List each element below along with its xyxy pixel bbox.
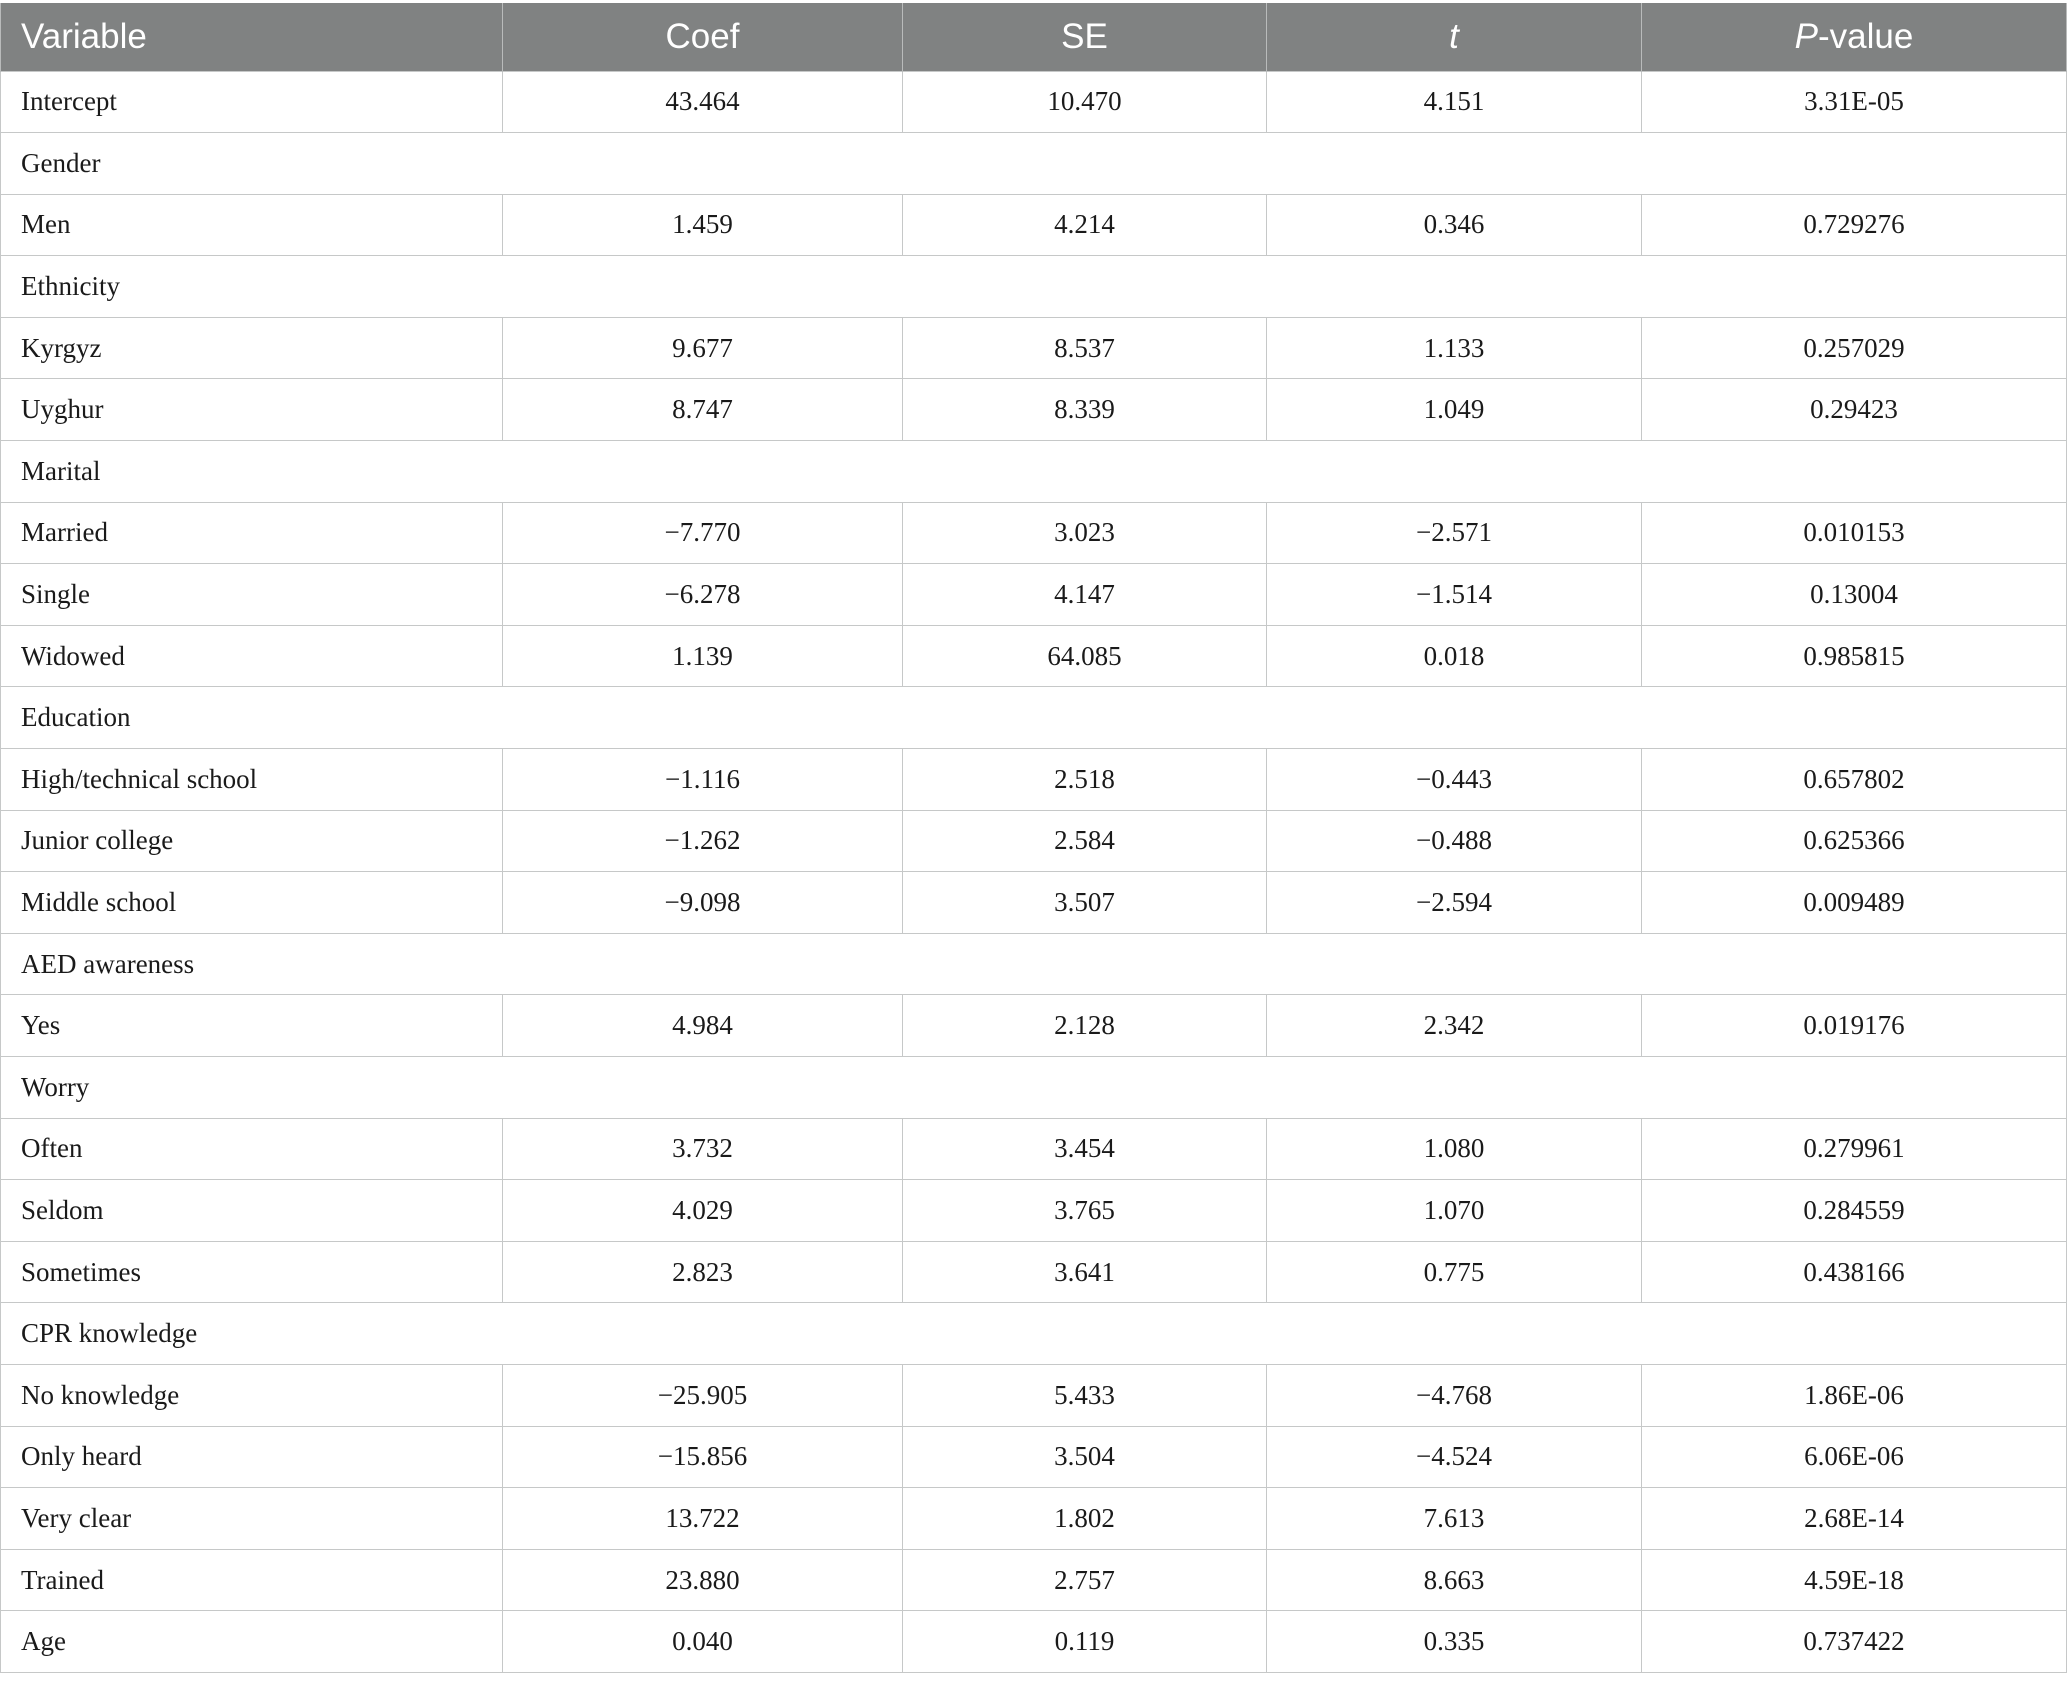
se-cell: 2.128: [903, 995, 1267, 1057]
t-cell: −0.443: [1267, 749, 1642, 811]
coef-cell: 8.747: [503, 379, 903, 441]
coef-cell: −7.770: [503, 502, 903, 564]
p-value-cell: 0.010153: [1642, 502, 2067, 564]
coef-cell: 4.984: [503, 995, 903, 1057]
coef-cell: −15.856: [503, 1426, 903, 1488]
table-body: [1, 71, 2067, 1672]
row-label: Only heard: [1, 1426, 503, 1488]
se-cell: 4.214: [903, 194, 1267, 256]
t-cell: −4.524: [1267, 1426, 1642, 1488]
coef-cell: 1.139: [503, 625, 903, 687]
t-cell: −4.768: [1267, 1364, 1642, 1426]
t-cell: −2.571: [1267, 502, 1642, 564]
group-row: [1, 933, 2067, 995]
p-value-cell: 0.29423: [1642, 379, 2067, 441]
row-label: Uyghur: [1, 379, 503, 441]
table-row: [1, 1241, 2067, 1303]
p-value-cell: 3.31E-05: [1642, 71, 2067, 133]
p-value-cell: 0.13004: [1642, 564, 2067, 626]
se-cell: 64.085: [903, 625, 1267, 687]
table-row: [1, 625, 2067, 687]
p-value-cell: 0.729276: [1642, 194, 2067, 256]
p-value-cell: 2.68E-14: [1642, 1488, 2067, 1550]
row-label: Widowed: [1, 625, 503, 687]
table-row: [1, 194, 2067, 256]
p-value-cell: 0.257029: [1642, 317, 2067, 379]
table-row: [1, 317, 2067, 379]
table-row: [1, 1180, 2067, 1242]
se-cell: 3.641: [903, 1241, 1267, 1303]
t-cell: 8.663: [1267, 1549, 1642, 1611]
se-cell: 3.765: [903, 1180, 1267, 1242]
row-label: Intercept: [1, 71, 503, 133]
t-cell: −2.594: [1267, 872, 1642, 934]
group-label: Worry: [1, 1057, 2067, 1119]
p-value-cell: 6.06E-06: [1642, 1426, 2067, 1488]
coef-cell: 0.040: [503, 1611, 903, 1673]
group-label: AED awareness: [1, 933, 2067, 995]
t-cell: 1.080: [1267, 1118, 1642, 1180]
header-p-rest: -value: [1818, 16, 1914, 56]
header-row: [1, 3, 2067, 71]
coef-cell: 13.722: [503, 1488, 903, 1550]
table-row: [1, 1426, 2067, 1488]
row-label: Very clear: [1, 1488, 503, 1550]
se-cell: 3.023: [903, 502, 1267, 564]
p-value-cell: 0.985815: [1642, 625, 2067, 687]
se-cell: 8.339: [903, 379, 1267, 441]
row-label: Men: [1, 194, 503, 256]
table-row: [1, 810, 2067, 872]
group-label: Gender: [1, 133, 2067, 195]
se-cell: 8.537: [903, 317, 1267, 379]
header-t-label: t: [1449, 16, 1459, 56]
row-label: High/technical school: [1, 749, 503, 811]
table-row: [1, 502, 2067, 564]
row-label: Married: [1, 502, 503, 564]
t-cell: 0.346: [1267, 194, 1642, 256]
p-value-cell: 1.86E-06: [1642, 1364, 2067, 1426]
t-cell: −0.488: [1267, 810, 1642, 872]
coef-cell: 3.732: [503, 1118, 903, 1180]
t-cell: 7.613: [1267, 1488, 1642, 1550]
row-label: Middle school: [1, 872, 503, 934]
se-cell: 2.518: [903, 749, 1267, 811]
se-cell: 0.119: [903, 1611, 1267, 1673]
t-cell: 0.335: [1267, 1611, 1642, 1673]
p-value-cell: 0.438166: [1642, 1241, 2067, 1303]
p-value-cell: 0.625366: [1642, 810, 2067, 872]
se-cell: 10.470: [903, 71, 1267, 133]
row-label: Seldom: [1, 1180, 503, 1242]
coef-cell: 1.459: [503, 194, 903, 256]
group-label: Education: [1, 687, 2067, 749]
header-se: SE: [903, 3, 1267, 71]
p-value-cell: 4.59E-18: [1642, 1549, 2067, 1611]
group-row: [1, 1303, 2067, 1365]
coef-cell: −6.278: [503, 564, 903, 626]
p-value-cell: 0.657802: [1642, 749, 2067, 811]
se-cell: 3.454: [903, 1118, 1267, 1180]
table-row: [1, 379, 2067, 441]
p-value-cell: 0.279961: [1642, 1118, 2067, 1180]
table-row: [1, 995, 2067, 1057]
coef-cell: −1.116: [503, 749, 903, 811]
table-header: [1, 3, 2067, 71]
se-cell: 5.433: [903, 1364, 1267, 1426]
t-cell: −1.514: [1267, 564, 1642, 626]
table-row: [1, 749, 2067, 811]
coef-cell: −25.905: [503, 1364, 903, 1426]
regression-table: [0, 3, 2067, 1673]
row-label: No knowledge: [1, 1364, 503, 1426]
coef-cell: −1.262: [503, 810, 903, 872]
t-cell: 2.342: [1267, 995, 1642, 1057]
coef-cell: 43.464: [503, 71, 903, 133]
row-label: Single: [1, 564, 503, 626]
se-cell: 1.802: [903, 1488, 1267, 1550]
se-cell: 3.507: [903, 872, 1267, 934]
regression-table-container: [0, 3, 2066, 1673]
table-row: [1, 1364, 2067, 1426]
group-row: [1, 441, 2067, 503]
header-variable: Variable: [1, 3, 503, 71]
group-label: Ethnicity: [1, 256, 2067, 318]
header-t: [1267, 3, 1642, 71]
row-label: Kyrgyz: [1, 317, 503, 379]
coef-cell: 2.823: [503, 1241, 903, 1303]
group-row: [1, 1057, 2067, 1119]
table-row: [1, 71, 2067, 133]
row-label: Yes: [1, 995, 503, 1057]
t-cell: 1.049: [1267, 379, 1642, 441]
group-row: [1, 133, 2067, 195]
coef-cell: 23.880: [503, 1549, 903, 1611]
coef-cell: 9.677: [503, 317, 903, 379]
table-row: [1, 872, 2067, 934]
t-cell: 1.070: [1267, 1180, 1642, 1242]
t-cell: 1.133: [1267, 317, 1642, 379]
coef-cell: 4.029: [503, 1180, 903, 1242]
header-p-italic: P: [1794, 16, 1819, 56]
header-coef: Coef: [503, 3, 903, 71]
group-label: CPR knowledge: [1, 1303, 2067, 1365]
group-row: [1, 256, 2067, 318]
se-cell: 2.584: [903, 810, 1267, 872]
table-row: [1, 1488, 2067, 1550]
row-label: Sometimes: [1, 1241, 503, 1303]
p-value-cell: 0.009489: [1642, 872, 2067, 934]
row-label: Age: [1, 1611, 503, 1673]
se-cell: 3.504: [903, 1426, 1267, 1488]
p-value-cell: 0.284559: [1642, 1180, 2067, 1242]
table-row: [1, 1118, 2067, 1180]
se-cell: 4.147: [903, 564, 1267, 626]
row-label: Trained: [1, 1549, 503, 1611]
row-label: Often: [1, 1118, 503, 1180]
t-cell: 0.775: [1267, 1241, 1642, 1303]
table-row: [1, 1611, 2067, 1673]
p-value-cell: 0.737422: [1642, 1611, 2067, 1673]
group-row: [1, 687, 2067, 749]
t-cell: 0.018: [1267, 625, 1642, 687]
coef-cell: −9.098: [503, 872, 903, 934]
t-cell: 4.151: [1267, 71, 1642, 133]
table-row: [1, 1549, 2067, 1611]
group-label: Marital: [1, 441, 2067, 503]
row-label: Junior college: [1, 810, 503, 872]
table-row: [1, 564, 2067, 626]
p-value-cell: 0.019176: [1642, 995, 2067, 1057]
header-p-value: [1642, 3, 2067, 71]
se-cell: 2.757: [903, 1549, 1267, 1611]
